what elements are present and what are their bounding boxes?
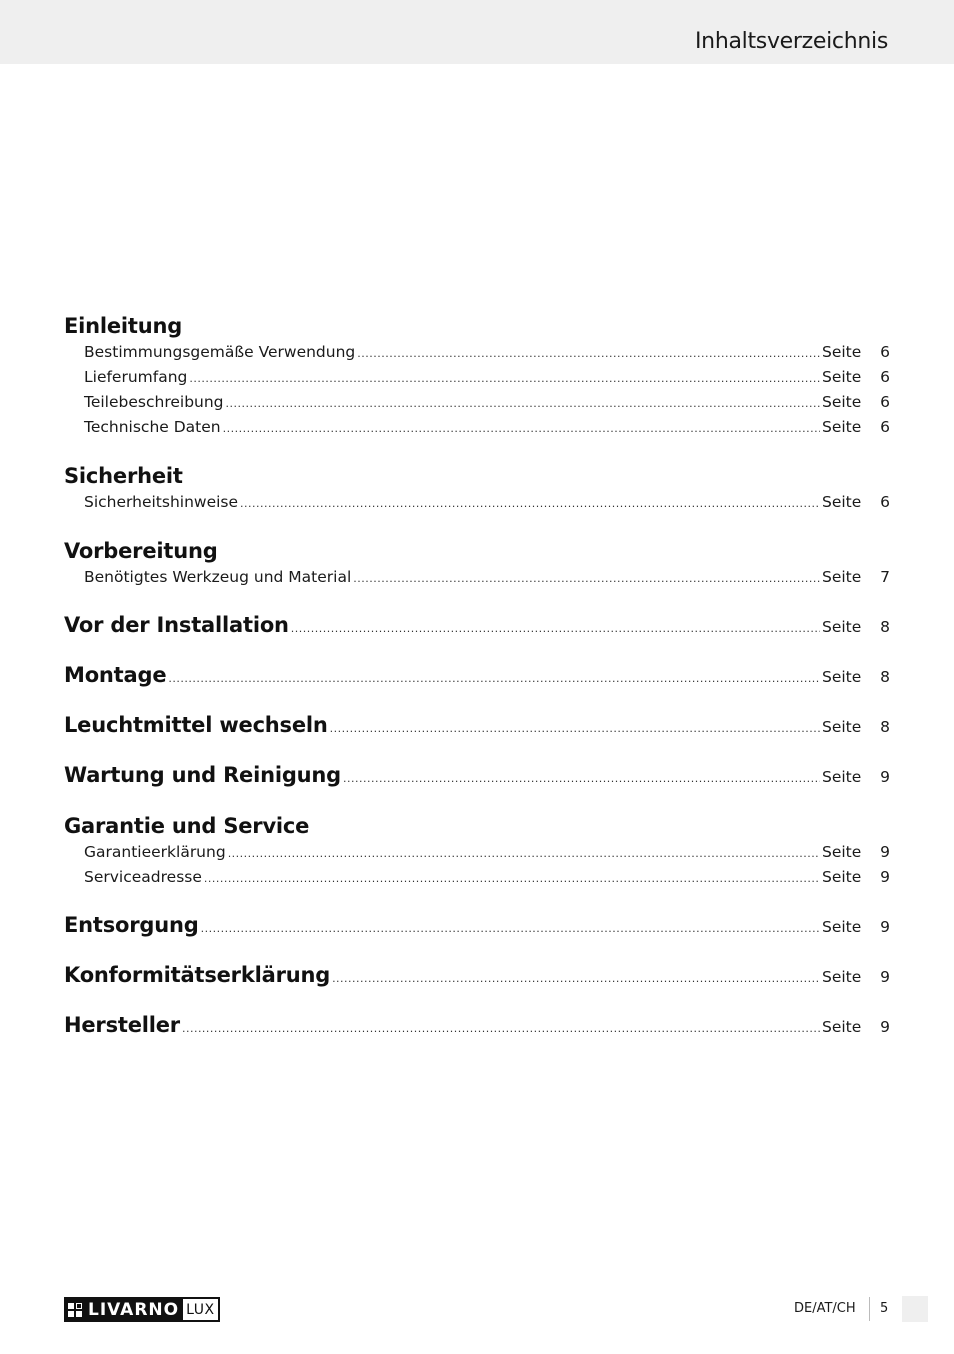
toc-entry[interactable] (84, 568, 890, 590)
toc-heading-entry-hersteller[interactable] (64, 1013, 890, 1043)
page-label: Seite (822, 393, 862, 411)
dot-leader (223, 422, 820, 435)
page-label: Seite (822, 968, 862, 986)
section-heading-garantie-und-service: Garantie und Service (64, 814, 310, 838)
entry-title: Teilebeschreibung (84, 393, 224, 411)
page-number: 7 (880, 568, 890, 586)
toc-heading-entry-vor-der-installation[interactable] (64, 613, 890, 643)
toc-heading-entry-entsorgung[interactable] (64, 913, 890, 943)
toc-entry[interactable] (84, 418, 890, 440)
dot-leader (240, 497, 820, 510)
page-number: 9 (880, 968, 890, 986)
page-label: Seite (822, 718, 862, 736)
page-number: 6 (880, 418, 890, 436)
page-number: 6 (880, 493, 890, 511)
dot-leader (168, 672, 820, 685)
page-number: 9 (880, 843, 890, 861)
page-label: Seite (822, 668, 862, 686)
page-number: 9 (880, 1018, 890, 1036)
entry-title: Sicherheitshinweise (84, 493, 239, 511)
page-label: Seite (822, 568, 862, 586)
page-number: 9 (880, 868, 890, 886)
section-heading-einleitung: Einleitung (64, 314, 183, 338)
page-label: Seite (822, 343, 862, 361)
page-label: Seite (822, 493, 862, 511)
region-code: DE/AT/CH (794, 1301, 856, 1316)
toc-heading-entry-konformitaetserklaerung[interactable] (64, 963, 890, 993)
page-label: Seite (822, 1018, 862, 1036)
page-label: Seite (822, 418, 862, 436)
dot-leader (353, 572, 820, 585)
page-label: Seite (822, 768, 862, 786)
logo-main-block (64, 1297, 183, 1322)
footer-divider (869, 1297, 870, 1321)
section-heading: Wartung und Reinigung (64, 763, 341, 787)
section-heading-vorbereitung: Vorbereitung (64, 539, 218, 563)
page-label: Seite (822, 843, 862, 861)
toc-heading-entry-wartung-und-reinigung[interactable] (64, 763, 890, 793)
page-corner-tab (902, 1296, 928, 1322)
page-title: Inhaltsverzeichnis (694, 29, 888, 54)
dot-leader (291, 622, 820, 635)
toc-heading-entry-montage[interactable] (64, 663, 890, 693)
dot-leader (204, 872, 820, 885)
logo-mark-icon (68, 1303, 82, 1317)
page-label: Seite (822, 368, 862, 386)
entry-title: Lieferumfang (84, 368, 188, 386)
section-heading-sicherheit: Sicherheit (64, 464, 183, 488)
page-number: 8 (880, 668, 890, 686)
toc-entry[interactable] (84, 868, 890, 890)
page-number: 6 (880, 343, 890, 361)
dot-leader (343, 772, 820, 785)
toc-entry[interactable] (84, 843, 890, 865)
dot-leader (357, 347, 820, 360)
section-heading: Hersteller (64, 1013, 180, 1037)
entry-title: Bestimmungsgemäße Verwendung (84, 343, 356, 361)
entry-title: Benötigtes Werkzeug und Material (84, 568, 352, 586)
dot-leader (226, 397, 820, 410)
toc-entry[interactable] (84, 368, 890, 390)
dot-leader (228, 847, 820, 860)
toc-entry[interactable] (84, 393, 890, 415)
section-heading: Konformitätserklärung (64, 963, 331, 987)
logo-sub-mark: LUX (183, 1297, 219, 1322)
entry-title: Garantieerklärung (84, 843, 226, 861)
dot-leader (330, 722, 820, 735)
section-heading: Montage (64, 663, 167, 687)
toc-entry[interactable] (84, 493, 890, 515)
section-heading: Entsorgung (64, 913, 199, 937)
logo-wordmark: LIVARNO (88, 1299, 180, 1320)
brand-logo (64, 1297, 259, 1322)
entry-title: Technische Daten (84, 418, 221, 436)
section-heading: Vor der Installation (64, 613, 289, 637)
page-number: 5 (880, 1301, 889, 1316)
page-label: Seite (822, 618, 862, 636)
section-heading: Leuchtmittel wechseln (64, 713, 328, 737)
dot-leader (182, 1022, 820, 1035)
page-number: 8 (880, 718, 890, 736)
toc-entry[interactable] (84, 343, 890, 365)
page-number: 6 (880, 368, 890, 386)
dot-leader (189, 372, 820, 385)
dot-leader (332, 972, 820, 985)
dot-leader (201, 922, 820, 935)
page-number: 9 (880, 768, 890, 786)
toc-heading-entry-leuchtmittel-wechseln[interactable] (64, 713, 890, 743)
page-number: 6 (880, 393, 890, 411)
page-label: Seite (822, 918, 862, 936)
page-number: 9 (880, 918, 890, 936)
entry-title: Serviceadresse (84, 868, 202, 886)
page-label: Seite (822, 868, 862, 886)
page-number: 8 (880, 618, 890, 636)
